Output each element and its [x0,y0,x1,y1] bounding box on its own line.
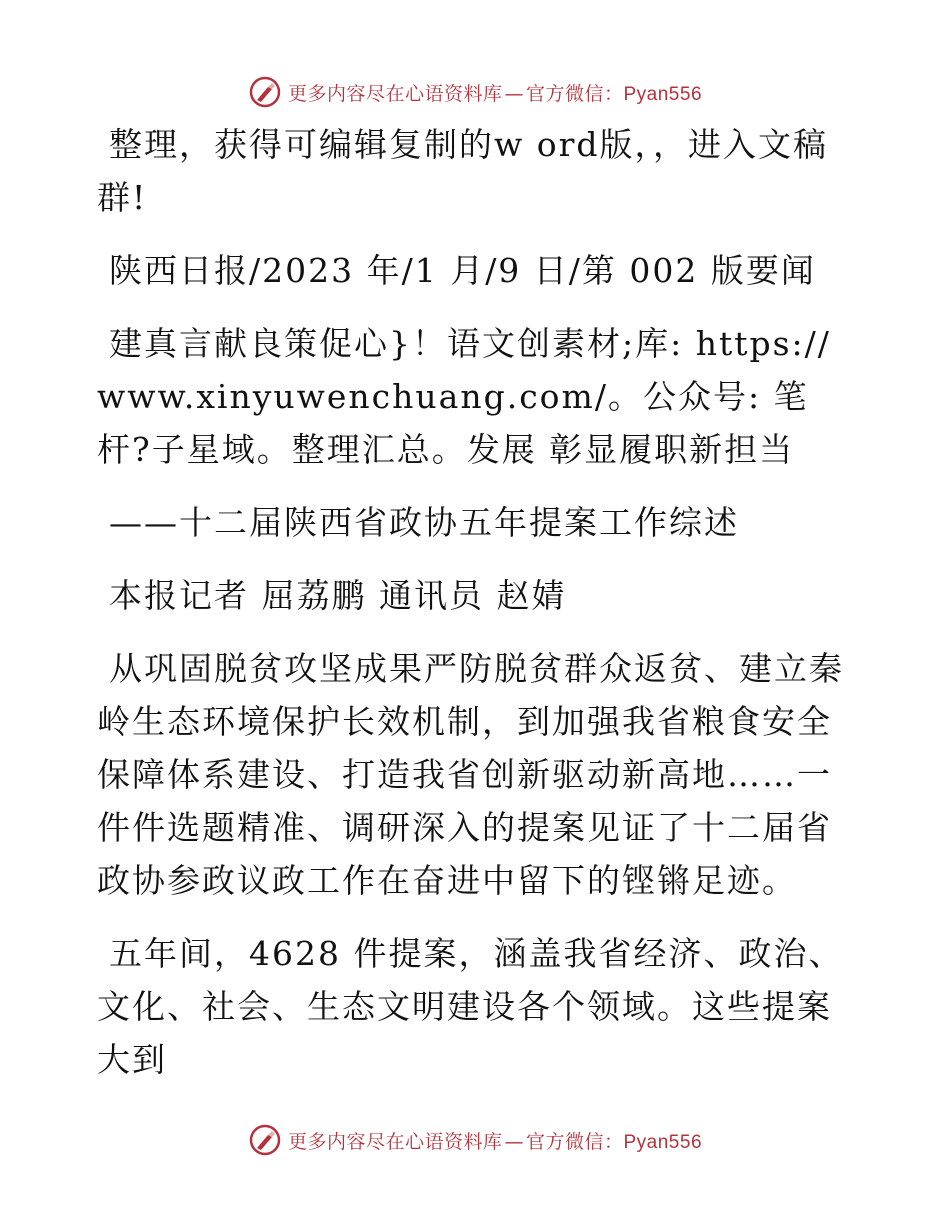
footer-banner-contact: 官方微信： [525,1130,624,1153]
pen-nib-logo-icon [248,1123,282,1157]
header-banner-contact: 官方微信： [525,82,624,105]
document-body [97,118,857,1106]
footer-banner-text [288,1127,702,1154]
header-banner-text [288,79,702,106]
footer-banner-title: 更多内容尽在心语资料库 [287,1130,503,1153]
body-paragraph-stats: 五年间，4628 件提案，涵盖我省经济、政治、文化、社会、生态文明建设各个领域。这些提案大到 [97,934,844,1079]
header-banner [0,72,950,112]
footer-banner [0,1120,950,1160]
header-banner-separator: — [504,82,524,105]
header-banner-contact-id: Pyan556 [623,83,703,105]
header-banner-title: 更多内容尽在心语资料库 [287,82,503,105]
footer-banner-separator: — [504,1130,524,1153]
body-paragraph-subtitle: ——十二届陕西省政协五年提案工作综述 [109,503,739,542]
body-paragraph-intro: 从巩固脱贫攻坚成果严防脱贫群众返贫、建立秦岭生态环境保护长效机制，到加强我省粮食安全保障体系建设、打造我省创新驱动新高地……一件件选题精准、调研深入的提案见证了十二届省政协参政议政工作在奋进中留下的铿锵足迹。 [97,649,844,900]
pen-nib-logo-icon [248,75,282,109]
body-paragraph-headline: 建真言献良策促心}！语文创素材;库: https://www.xinyuwenchuang.com/。公众号: 笔杆?子星域。整理汇总。发展 彰显履职新担当 [97,324,831,469]
body-paragraph-1: 整理，获得可编辑复制的w ord版，，进入文稿群! [97,125,829,217]
body-paragraph-dateline: 陕西日报/2023 年/1 月/9 日/第 002 版要闻 [109,251,816,290]
footer-banner-contact-id: Pyan556 [623,1131,703,1153]
body-paragraph-byline: 本报记者 屈荔鹏 通讯员 赵婧 [109,576,567,615]
